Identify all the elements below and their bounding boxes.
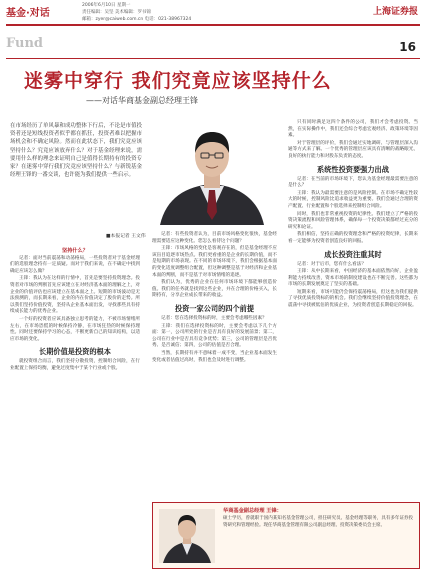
article-subtitle: ——对话华商基金副总经理王锋 [86, 96, 198, 105]
bio-portrait-illustration [159, 509, 215, 563]
col2-para: 当然，长期持有并不意味着一成不变，当企业基本面发生变化或者估值过高时，我们也会及时进行调整。 [152, 350, 277, 363]
article-title: 迷雾中穿行 我们究竟应该坚持什么 [24, 70, 332, 92]
section-label: 基金·对话 [6, 8, 50, 19]
section-heading-four-premises: 投资一家公司的四个前提 [174, 303, 255, 313]
column-2 [152, 232, 277, 365]
article-lead: 在市场经历了单风暴和成功整体下行后，不论是市值投资者还是短线投资者似乎都在抓狂，投资者难以把握市场机会和不确定风险。然而在此状态下，我们究竟应该坚持什么？究竟应该放弃什么？对于基金经理来说，需要用什么样的理念来证明自己是值得长期持有的投资专家？在迷雾中穿行我们究竟应该坚持什么？与新锐基金经理王锋的一番交谈，也许能为我们提供一些启示。 [10, 123, 142, 179]
header-meta [82, 2, 191, 23]
col1-para: 一个好的投资者应该具备独立思考的能力，不被市场情绪所左右，在市场恐慌的时候保持冷静，在市场狂热的时候保持理性。同时还要保持学习的心态，不断更新自己的知识结构，以适应市场的变化。 [10, 316, 140, 342]
col3-para: 对于管理层的评价，我们会通过实地调研、与管理层深入沟通等方式来了解。一个优秀的管理层应该具有清晰的战略眼光、良好的执行能力和对股东负责的态度。 [288, 140, 418, 159]
col3-para: 同时，我们也非常重视投资的纪律性。我们建立了严格的投资决策流程和风险管理体系，确保每一个投资决策都经过充分的研究和论证。 [288, 211, 418, 230]
header-editors: 责任编辑：吴坚 美术编辑：罗书锦 [82, 10, 151, 15]
q1-heading: 坚持什么？ [62, 248, 88, 254]
article-author: ■本报记者 王文伟 [106, 234, 146, 239]
col3-para: 只有同时满足这四个条件的公司，我们才会考虑投资。当然，在实际操作中，我们还会综合考虑宏观经济、政策环境等因素。 [288, 120, 418, 139]
col2-para: 王锋：市场风格的变化是客观存在的，但是基金经理不应该盲目追逐市场热点。我们更看重的是企业的长期价值，而不是短期的市场表现。在不同的市场环境下，我们会根据基本面的变化适度调整组合配置，但这种调整是基于对经济和企业基本面的判断，而不是基于对市场情绪的追逐。 [152, 246, 277, 278]
section-heading-growth: 成长投资注重其时 [324, 249, 382, 259]
col1-para: 记者：面对当前震荡和动荡格局，一些投资者对于基金经理们的选股理念持有一定质疑。而对于我们来说，在不确定中找到确定应该怎么做？ [10, 255, 140, 274]
col3-para: 王锋：我认为最需要注意的是风险控制。在市场不确定性较大的时候，控制风险比追求收益更为重要。我们会通过合理的资产配置、行业配置和个股选择来控制组合风险。 [288, 190, 418, 209]
col2-para: 记者：有些投资者认为，目前市场风格变化很快，基金经理需要适应这种变化。您怎么看待这个问题？ [152, 232, 277, 244]
portrait-illustration [152, 120, 272, 225]
col2-para: 我们认为，优秀的企业在任何市场环境下都能够创造价值。我们的任务就是找到这些企业，并在合理的价格买入，长期持有，分享企业成长带来的收益。 [152, 280, 277, 299]
newspaper-name: 上海证券报 [372, 7, 418, 17]
page-header [0, 0, 426, 22]
column-1 [10, 245, 140, 374]
page-number: 16 [399, 40, 416, 54]
header-rule [6, 24, 420, 26]
col2-para: 记者：您在选择投资标的时，主要会考虑哪些因素？ [161, 315, 267, 321]
col3-para: 王锋：从中长期来看，中国经济的基本面依然向好，企业盈利能力持续改善，资本市场的制度建设也在不断完善。这些都为市场的长期发展奠定了坚实的基础。 [288, 269, 418, 288]
bio-portrait [159, 509, 215, 563]
portrait-photo [152, 120, 272, 225]
col1-para: 王锋：我认为在这样的行情中，首先是要坚持投资理念。投资者对市场的判断首先应该建立在对经济基本面的理解之上，对企业的价值评估也应该建立在基本面之上。短期的市场波动是无法预测的，而长期来看，企业的内在价值决定了股价的走势。所以我们坚持价值投资，坚持从企业基本面出发，寻找那些具有持续成长能力的优秀企业。 [10, 276, 140, 315]
title-rule [6, 58, 420, 59]
bio-box [152, 502, 420, 569]
col3-para: 短期来看，市场可能仍会保持震荡格局，但这也为我们提供了寻找优质投资标的的机会。我们会继续坚持价值投资理念，在震荡中寻找被低估的优质企业，为投资者创造长期稳定的回报。 [288, 289, 418, 309]
bio-name: 华商基金副总经理 王锋： [223, 508, 282, 514]
col2-para: 王锋：我们在选择投资标的时，主要会考虑以下几个方面：第一，公司所处的行业是否具有良好的发展前景；第二，公司在行业中是否具有竞争优势；第三，公司的管理层是否优秀、是否诚信；第四，公司的估值是否合理。 [152, 323, 277, 349]
header-contact: 邮箱：zyer@caiweb.com.cn 电话：021-38967324 [82, 17, 192, 22]
column-3 [288, 120, 418, 311]
col1-para: 就投资组合而言，我们坚持分散投资，控制组合风险，在行业配置上保持均衡，避免过度集中于某个行业或个股。 [10, 359, 140, 371]
section-heading-long-term: 长期价值是投资的根本 [39, 347, 111, 357]
header-date: 2006年6月10日 星期一 [82, 3, 131, 8]
section-heading-system: 系统性投资要强力出战 [317, 164, 389, 174]
col3-para: 记者：对于后市，您有什么看法？ [297, 261, 366, 267]
col3-para: 记者：在当前的市场环境下，您认为基金经理最需要注意的是什么？ [288, 176, 418, 189]
column-label: Fund [6, 36, 43, 51]
col3-para: 我们相信，坚持正确的投资理念和严格的投资纪律，长期来看一定能够为投资者创造良好的回报。 [288, 232, 418, 244]
bio-text: 硕士学历，曾就职于国内某知名基金管理公司，担任研究员、基金经理等职务，具有多年证券投资研究和管理经验。现任华商基金管理有限公司副总经理、投资决策委员会主席。 [223, 516, 413, 528]
